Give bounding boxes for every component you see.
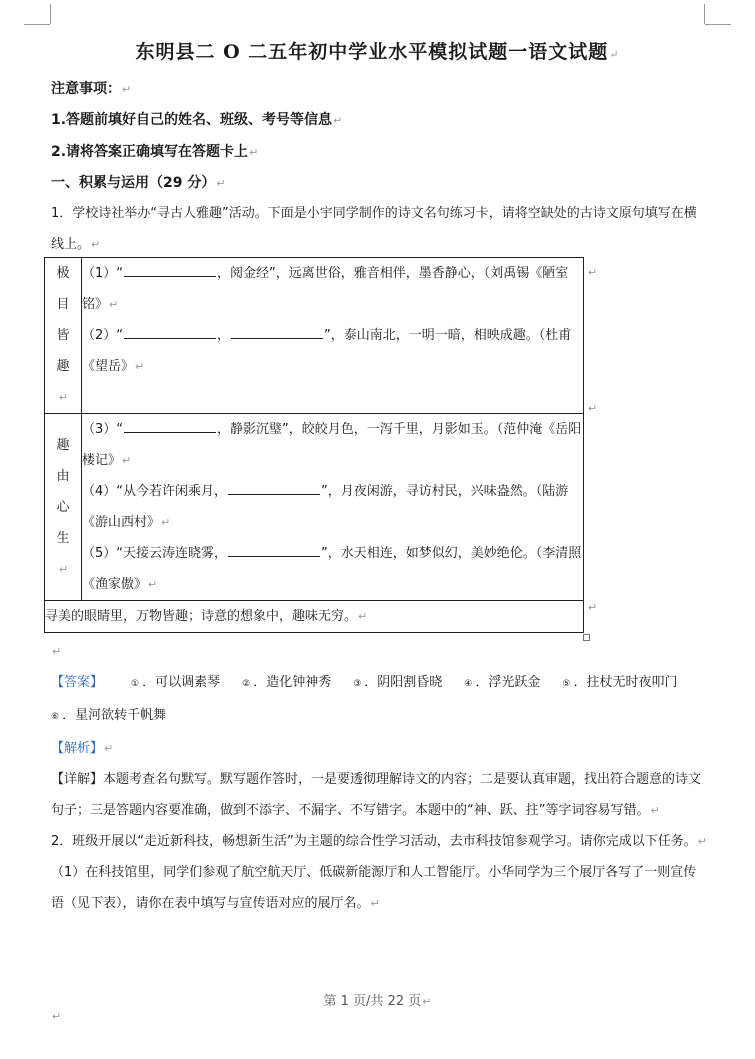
answer-label: 【答案】 — [51, 675, 104, 690]
tag-char: 生 ↵ — [56, 530, 70, 576]
section-1-heading: 一、积累与运用（29 分）↵ — [51, 175, 226, 191]
answer-line — [51, 667, 707, 733]
answer-item: ③ ．阴阳割昏晓 — [353, 675, 443, 690]
detail-paragraph: 【详解】本题考查名句默写。默写题作答时，一是要透彻理解诗文的内容；二是要认真审题，找出符合题意的诗文句子；三是答题内容要准确，做到不添字、不漏字、不写错字。本题中的“神、跃、拄”等字词容易写错。↵ — [51, 772, 702, 818]
tag-char: 极 — [56, 266, 70, 281]
tag-char: 趣 — [56, 437, 70, 453]
answer-item: ⑤ ．拄杖无时夜叩门 — [562, 675, 678, 690]
fill-item-5: （5）“天接云涛连晓雾， ”，水天相连，如梦似幻，美妙绝伦。（李清照《渔家傲》↵ — [82, 546, 582, 592]
answer-item: ① ．可以调素琴 — [131, 675, 221, 690]
card-2-body — [82, 414, 584, 601]
row-end-mark: ↵ — [588, 601, 598, 614]
answer-item: ② ．造化钟神秀 — [242, 675, 332, 690]
fill-item-4: （4）“从今若许闲乘月， ”，月夜闲游，寻访村民，兴味盎然。（陆游《游山西村》↵ — [82, 484, 569, 530]
question-2-stem: 2．班级开展以“走近新科技，畅想新生活”为主题的综合性学习活动，去市科技馆参观学习。请你完成以下任务。↵ — [51, 834, 707, 849]
card-row-3 — [45, 601, 584, 633]
tag-char: 趣 ↵ — [56, 359, 70, 404]
table-resize-handle[interactable] — [583, 634, 590, 641]
crop-mark-top-left-v — [50, 4, 51, 24]
tag-char: 皆 — [56, 328, 70, 343]
answer-blank-5[interactable] — [228, 493, 320, 495]
answer-blank-3[interactable] — [231, 337, 323, 339]
crop-mark-top-left-h — [24, 24, 50, 25]
row-end-mark: ↵ — [588, 402, 598, 415]
page-footer: 第 1 页/共 22 页↵ — [323, 994, 432, 1009]
card-row-1 — [45, 258, 584, 414]
card-1-body — [82, 258, 584, 414]
fill-item-1: （1）“ ，阅金经”，远离世俗，雅音相伴，墨香静心，（刘禹锡《陋室铭》↵ — [82, 266, 569, 312]
answer-blank-6[interactable] — [228, 555, 320, 557]
analysis-label: 【解析】↵ — [51, 741, 114, 756]
card-2-tag — [45, 414, 82, 601]
card-row-2 — [45, 414, 584, 601]
tag-char: 由 — [56, 468, 70, 484]
card-1-tag — [45, 258, 82, 414]
paragraph-mark: ↵ — [52, 1010, 62, 1023]
fill-item-2: （2）“ ， ”，泰山南北，一明一暗，相映成趣。（杜甫《望岳》↵ — [82, 328, 572, 374]
question-1-stem: 1．学校诗社举办“寻古人雅趣”活动。下面是小宇同学制作的诗文名句练习卡，请将空缺处的古诗文原句填写在横线上。↵ — [51, 206, 697, 252]
answer-blank-4[interactable] — [124, 431, 216, 433]
row-end-mark: ↵ — [588, 266, 598, 279]
crop-mark-top-right-h — [705, 24, 731, 25]
card-footer: 寻美的眼睛里，万物皆趣；诗意的想象中，趣味无穷。↵ — [45, 601, 584, 633]
answer-block — [51, 667, 707, 919]
answer-item: ④ ．浮光跃金 — [464, 675, 541, 690]
answer-item: ⑥ ．星河欲转千帆舞 — [51, 708, 167, 723]
answer-blank-1[interactable] — [124, 275, 216, 277]
answer-blank-2[interactable] — [124, 337, 216, 339]
practice-card-table — [44, 257, 584, 633]
tag-char: 目 — [56, 297, 70, 312]
tag-char: 心 — [56, 499, 70, 515]
paragraph-mark: ↵ — [52, 645, 62, 658]
notice-item-2: 2.请将答案正确填写在答题卡上↵ — [51, 144, 259, 160]
notice-item-1: 1.答题前填好自己的姓名、班级、考号等信息↵ — [51, 112, 343, 128]
document-title: 东明县二 O 二五年初中学业水平模拟试题一语文试题↵ — [135, 41, 620, 63]
fill-item-3: （3）“ ，静影沉璧”，皎皎月色，一泻千里，月影如玉。（范仲淹《岳阳楼记》↵ — [82, 422, 582, 468]
question-2-sub-1: （1）在科技馆里，同学们参观了航空航天厅、低碳新能源厅和人工智能厅。小华同学为三个展厅各写了一则宣传语（见下表），请你在表中填写与宣传语对应的展厅名。↵ — [51, 865, 697, 911]
crop-mark-top-right-v — [704, 4, 705, 24]
notice-heading: 注意事项：↵ — [51, 81, 132, 97]
